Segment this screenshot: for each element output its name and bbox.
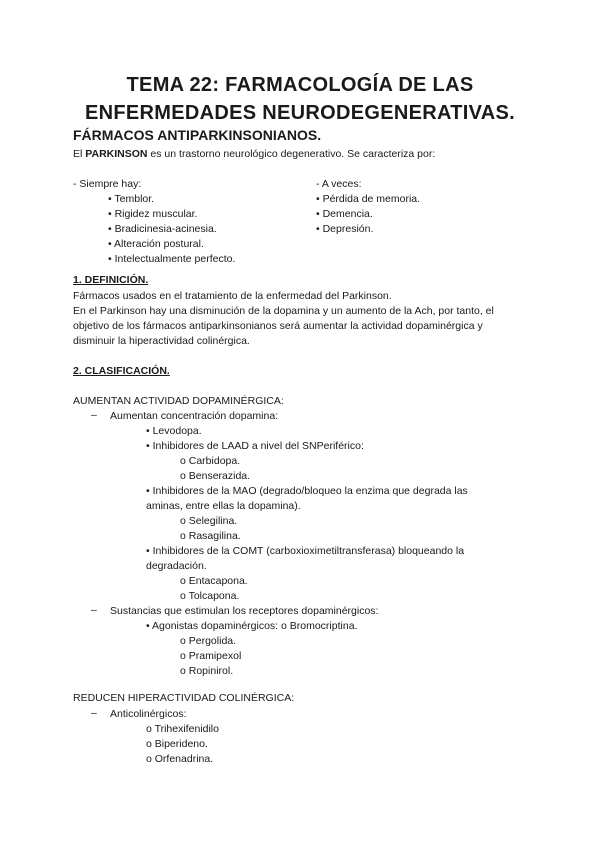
- definition-line: En el Parkinson hay una disminución de la dopamina y un aumento de la Ach, por tanto, el: [73, 305, 494, 317]
- drug-item: o Carbidopa.: [180, 455, 241, 467]
- drug-class-item: • Inhibidores de la COMT (carboxioximetiltransferasa) bloqueando la: [146, 545, 465, 557]
- drug-class-item: • Agonistas dopaminérgicos: o Bromocriptina.: [146, 620, 358, 632]
- sometimes-item: • Demencia.: [316, 208, 373, 220]
- always-item: • Alteración postural.: [108, 238, 204, 250]
- drug-item: o Rasagilina.: [180, 530, 241, 542]
- drug-item: o Trihexifenidilo: [146, 723, 219, 735]
- intro-pre: El: [73, 148, 86, 160]
- drug-class-item: • Inhibidores de la MAO (degrado/bloqueo la enzima que degrada las: [146, 485, 468, 497]
- drug-item: o Ropinirol.: [180, 665, 234, 677]
- always-item: • Rigidez muscular.: [108, 208, 198, 220]
- drug-item: o Biperideno.: [146, 738, 208, 750]
- group-1-subheading: Sustancias que estimulan los receptores dopaminérgicos:: [110, 605, 379, 617]
- group-1-heading: AUMENTAN ACTIVIDAD DOPAMINÉRGICA:: [73, 395, 284, 407]
- drug-class-item-cont: degradación.: [146, 560, 207, 572]
- section-subtitle: FÁRMACOS ANTIPARKINSONIANOS.: [73, 127, 322, 143]
- group-1-subheading: Aumentan concentración dopamina:: [110, 410, 279, 422]
- drug-item: o Pramipexol: [180, 650, 242, 662]
- group-2-subheading: Anticolinérgicos:: [110, 708, 187, 720]
- always-item: • Temblor.: [108, 193, 155, 205]
- always-item: • Bradicinesia-acinesia.: [108, 223, 217, 235]
- drug-class-item-cont: aminas, entre ellas la dopamina).: [146, 500, 301, 512]
- dash-bullet: –: [91, 604, 97, 616]
- document-title-line-2: ENFERMEDADES NEURODEGENERATIVAS.: [84, 102, 515, 124]
- drug-item: • Levodopa.: [146, 425, 202, 437]
- drug-class-item: • Inhibidores de LAAD a nivel del SNPeriférico:: [146, 440, 364, 452]
- drug-item: o Orfenadrina.: [146, 753, 214, 765]
- drug-item: o Selegilina.: [180, 515, 238, 527]
- sometimes-item: • Pérdida de memoria.: [316, 193, 421, 205]
- definition-line: Fármacos usados en el tratamiento de la enfermedad del Parkinson.: [73, 290, 392, 302]
- section-1-heading: 1. DEFINICIÓN.: [73, 274, 149, 286]
- dash-bullet: –: [91, 707, 97, 719]
- intro-post: es un trastorno neurológico degenerativo. Se caracteriza por:: [147, 148, 436, 160]
- sometimes-heading: - A veces:: [316, 178, 362, 190]
- always-item: • Intelectualmente perfecto.: [108, 253, 236, 265]
- intro-bold-term: PARKINSON: [85, 148, 148, 160]
- always-heading: - Siempre hay:: [73, 178, 142, 190]
- drug-item: o Pergolida.: [180, 635, 237, 647]
- drug-item: o Benserazida.: [180, 470, 251, 482]
- drug-item: o Entacapona.: [180, 575, 248, 587]
- definition-line: objetivo de los fármacos antiparkinsonianos será aumentar la actividad dopaminérgica y: [73, 320, 483, 332]
- drug-item: o Tolcapona.: [180, 590, 240, 602]
- definition-line: disminuir la hiperactividad colinérgica.: [73, 335, 250, 347]
- intro-paragraph: [73, 148, 435, 161]
- dash-bullet: –: [91, 409, 97, 421]
- document-title-line-1: TEMA 22: FARMACOLOGÍA DE LAS: [126, 74, 474, 96]
- group-2-heading: REDUCEN HIPERACTIVIDAD COLINÉRGICA:: [73, 692, 295, 704]
- sometimes-item: • Depresión.: [316, 223, 374, 235]
- section-2-heading: 2. CLASIFICACIÓN.: [73, 365, 170, 377]
